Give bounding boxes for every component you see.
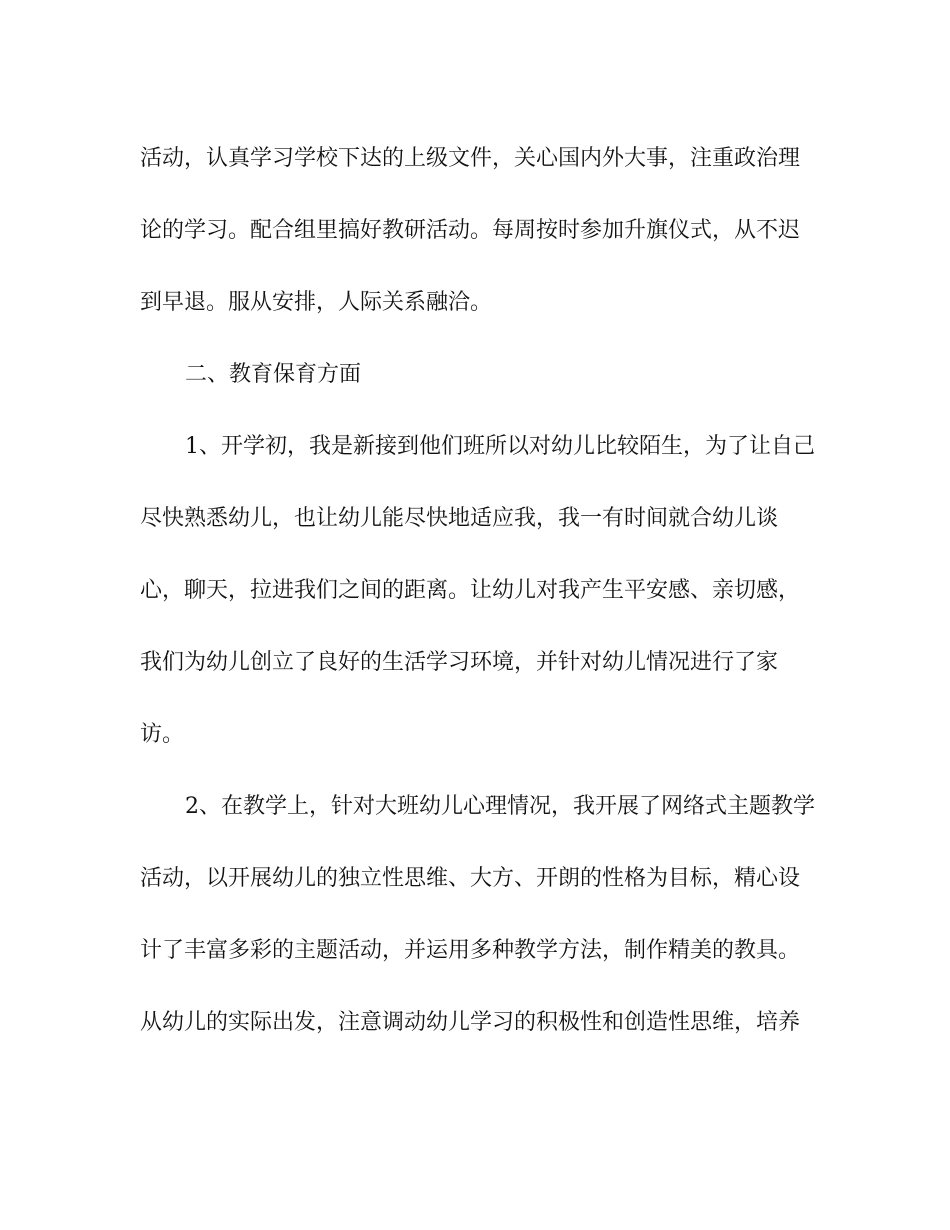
text-line: 心，聊天，拉进我们之间的距离。让幼儿对我产生平安感、亲切感， xyxy=(140,578,801,603)
text-line: 计了丰富多彩的主题活动，并运用多种教学方法，制作精美的教具。 xyxy=(140,938,801,963)
text-line: 到早退。服从安排，人际关系融洽。 xyxy=(140,290,493,315)
text-line: 访。 xyxy=(140,722,185,747)
text-line: 2、在教学上，针对大班幼儿心理情况，我开展了网络式主题教学 xyxy=(185,794,815,819)
text-line: 从幼儿的实际出发，注意调动幼儿学习的积极性和创造性思维，培养 xyxy=(140,1010,801,1035)
text-line: 活动，认真学习学校下达的上级文件，关心国内外大事，注重政治理 xyxy=(140,146,801,171)
text-line: 我们为幼儿创立了良好的生活学习环境，并针对幼儿情况进行了家 xyxy=(140,650,779,675)
text-line: 论的学习。配合组里搞好教研活动。每周按时参加升旗仪式，从不迟 xyxy=(140,218,801,243)
text-line: 活动，以开展幼儿的独立性思维、大方、开朗的性格为目标，精心设 xyxy=(140,866,801,891)
text-line: 尽快熟悉幼儿，也让幼儿能尽快地适应我，我一有时间就合幼儿谈 xyxy=(140,506,779,531)
section-heading: 二、教育保育方面 xyxy=(185,362,362,387)
text-line: 1、开学初，我是新接到他们班所以对幼儿比较陌生，为了让自己 xyxy=(185,434,815,459)
